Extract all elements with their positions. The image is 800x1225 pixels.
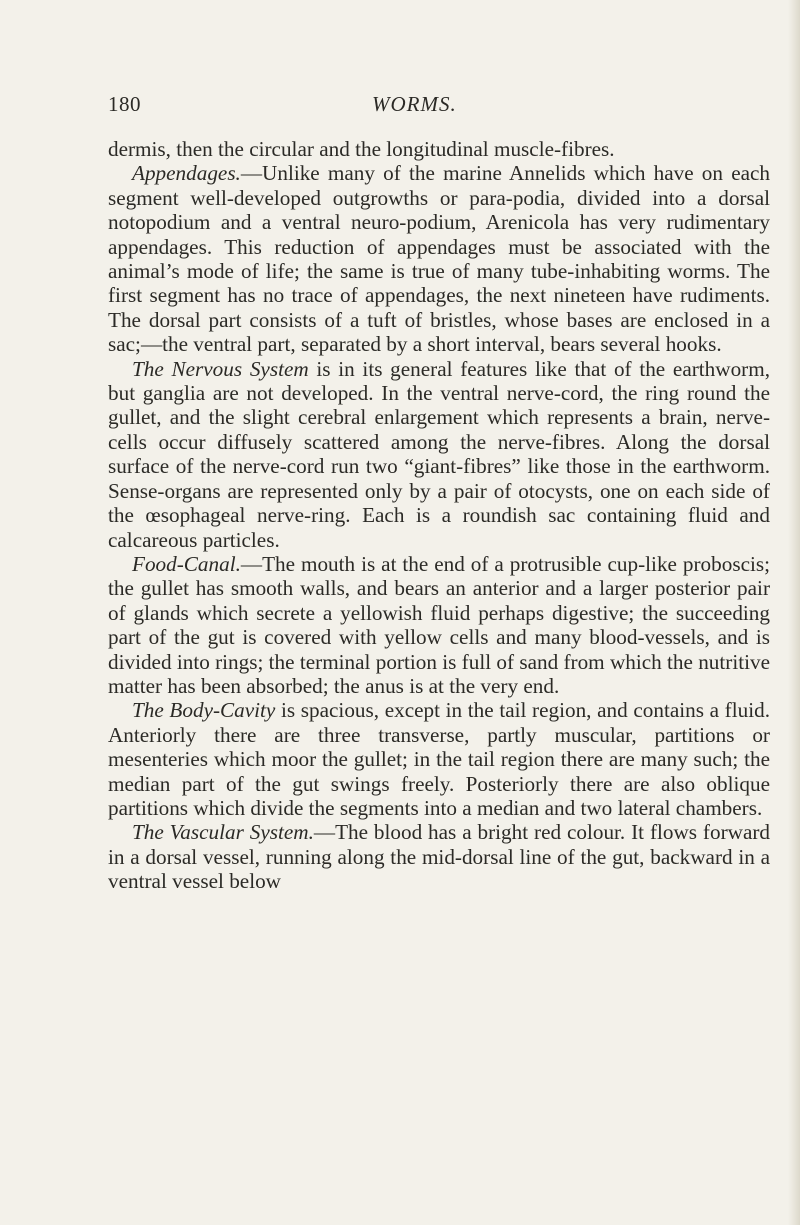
paragraph-heading: Appendages. [132,161,241,186]
paragraph-body: is spacious, except in the tail region, and contains a fluid. Anteriorly there are three transverse, partly muscular, partitions or mesenteries which moor the gullet; in the tail region there are many such; the median part of the gut swings freely. Posteriorly there are also oblique partitions which divide the segments into a median and two lateral chambers. [108,698,770,820]
paragraph-appendages [108,161,770,356]
page-number: 180 [108,92,141,116]
paragraph-body: —The blood has a bright red colour. It flows forward in a dorsal vessel, running along the mid-dorsal line of the gut, backward in a ventral vessel below [108,820,770,894]
paragraph-heading: The Nervous System [132,356,309,381]
paragraph-vascular-system [108,820,770,893]
paragraph-body-cavity [108,698,770,820]
running-head: WORMS. [372,92,457,116]
page-header [108,92,768,120]
paragraph-heading: The Vascular System. [132,820,314,845]
paragraph-heading: Food-Canal. [132,551,241,576]
paragraph-body: is in its general features like that of the earthworm, but ganglia are not developed. In the ventral nerve-cord, the ring round the gullet, and the slight cerebral enlargement which represents a brain, nerve-cells occur diffusely scattered among the nerve-fibres. Along the dorsal surface of the nerve-cord run two “giant-fibres” like those in the earthworm. Sense-organs are represented only by a pair of otocysts, one on each side of the œsophageal nerve-ring. Each is a roundish sac containing fluid and calcareous particles. [108,356,771,552]
paragraph-body: —The mouth is at the end of a protrusible cup-like proboscis; the gullet has smooth walls, and bears an anterior and a larger posterior pair of glands which secrete a yellowish fluid perhaps digestive; the succeeding part of the gut is covered with yellow cells and many blood-vessels, and is divided into rings; the terminal portion is full of sand from which the nutritive matter has been absorbed; the anus is at the very end. [108,551,770,698]
paragraph-nervous-system [108,357,770,552]
paragraph-heading: The Body-Cavity [132,698,276,723]
paragraph-body: dermis, then the circular and the longitudinal muscle-fibres. [108,137,615,161]
body-text [108,137,770,894]
paragraph-body: —Unlike many of the marine Annelids which have on each segment well-developed outgrowths or para-podia, divided into a dorsal notopodium and a ventral neuro-podium, Arenicola has very rudimentary appendages. This reduction of appendages must be associated with the animal’s mode of life; the same is true of many tube-inhabiting worms. The first segment has no trace of appendages, the next nineteen have rudiments. The dorsal part consists of a tuft of bristles, whose bases are enclosed in a sac;—the ventral part, separated by a short interval, bears several hooks. [108,161,770,357]
paragraph-food-canal [108,552,770,698]
paragraph-continuation [108,137,770,161]
page-edge-shadow [788,0,800,1225]
